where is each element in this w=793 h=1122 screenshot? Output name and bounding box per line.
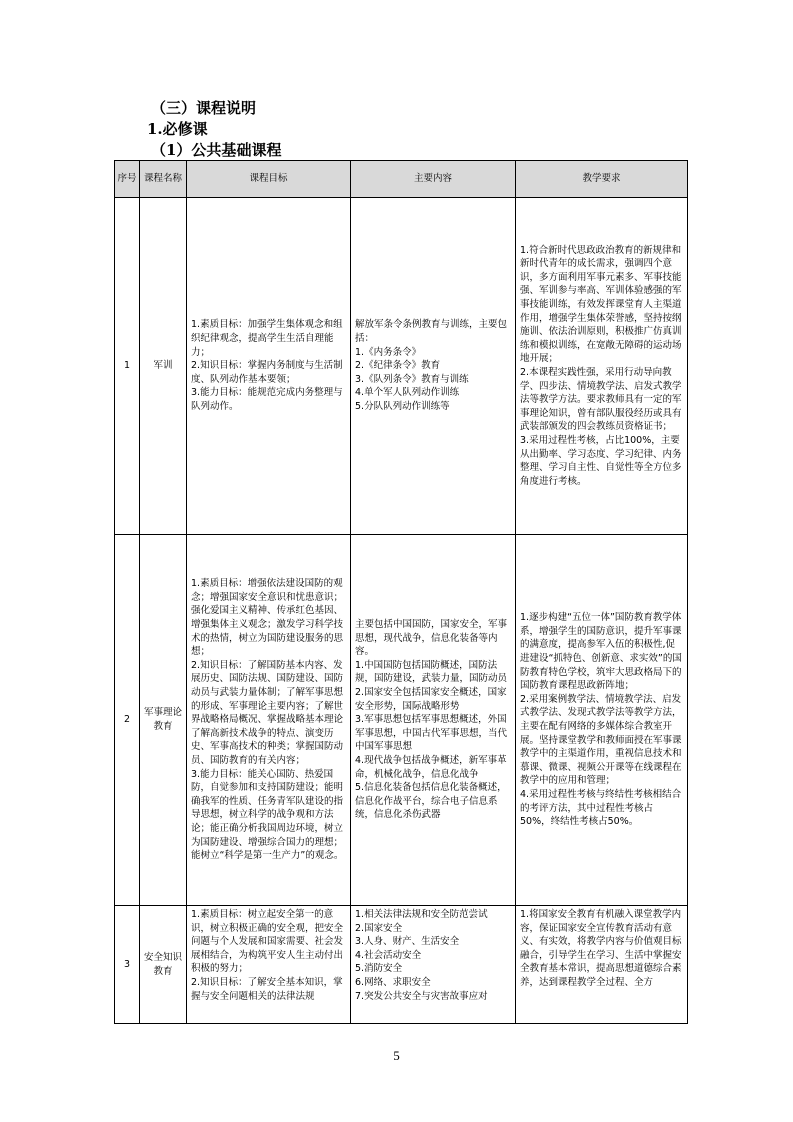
goal-line: 2.知识目标：了解安全基本知识，掌握与安全问题相关的法律法规 [191, 976, 343, 1002]
page-number: 5 [393, 1048, 400, 1063]
cell-req [516, 906, 688, 1024]
header-content: 主要内容 [351, 161, 516, 198]
goal-line: 3.能力目标：能关心国防、热爱国防，自觉参加和支持国防建设；能明确我军的性质、任务青军队建设的指导思想，树立科学的战争观和方法论；能正确分析我国周边环境，树立为国防建设、增强综合国力的理想；能树立“科学是第一生产力”的观念。 [191, 768, 344, 862]
req-line: 1.将国家安全教育有机融入课堂教学内容，保证国家安全宣传教育活动有意义、有实效，将教学内容与价值观目标融合，引导学生在学习、生活中掌握安全教育基本常识，提高思想道德综合素养，达到课程教学全过程、全方 [520, 909, 682, 988]
table-row [115, 535, 688, 906]
course-table [114, 160, 688, 1024]
cell-goal [187, 535, 351, 906]
content-line: 3.《队列条令》教育与训练 [355, 373, 469, 385]
req-line: 1.逐步构建“五位一体”国防教育教学体系，增强学生的国防意识，提升军事课的满意度，提高参军入伍的积极性,促进建设“抓特色、创新意、求实效”的国防教育特色学校，筑牢大思政格局下的国防教育课程思政新阵地； [520, 612, 682, 692]
cell-goal [187, 906, 351, 1024]
cell-name: 安全知识教育 [140, 906, 187, 1024]
table-row [115, 198, 688, 535]
goal-line: 3.能力目标：能规范完成内务整理与队列动作。 [191, 387, 343, 412]
goal-line: 1.素质目标：加强学生集体观念和组织纪律观念，提高学生生活自理能力； [191, 319, 343, 358]
cell-name: 军训 [140, 198, 187, 535]
content-line: 3.人身、财产、生活安全 [355, 936, 460, 948]
cell-req [516, 535, 688, 906]
goal-line: 1.素质目标：树立起安全第一的意识，树立积极正确的安全观，把安全问题与个人发展和国家需要、社会发展相结合，为构筑平安人生主动付出积极的努力； [191, 909, 344, 975]
content-line: 5.信息化装备包括信息化装备概述，信息化作战平台，综合电子信息系统，信息化杀伤武器 [355, 782, 507, 821]
header-req: 教学要求 [516, 161, 688, 198]
cell-content [351, 198, 516, 535]
content-line: 5.分队队列动作训练等 [355, 400, 450, 412]
req-line: 2.本课程实践性强，采用行动导向教学、四步法、情境教学法、启发式教学法等教学方法。要求教师具有一定的军事理论知识，曾有部队服役经历或具有武装部颁发的四会教练员资格证书； [520, 367, 682, 433]
content-line: 2.国家安全包括国家安全概述，国家安全形势，国际战略形势 [355, 687, 507, 712]
content-line: 主要包括中国国防，国家安全，军事思想，现代战争，信息化装备等内容。 [355, 619, 508, 658]
cell-no: 3 [115, 906, 140, 1024]
goal-line: 2.知识目标：掌握内务制度与生活制度、队列动作基本要领； [191, 360, 343, 385]
content-line: 5.消防安全 [355, 963, 403, 975]
req-line: 3.采用过程性考核，占比100%，主要从出勤率、学习态度、学习纪律、内务整理、学习自主性、自觉性等全方位多角度进行考核。 [520, 434, 682, 487]
subsubsection-heading: （1）公共基础课程 [151, 141, 282, 159]
cell-no: 1 [115, 198, 140, 535]
goal-line: 2.知识目标：了解国防基本内容、发展历史、国防法规、国防建设、国防动员与武装力量体制；了解军事思想的形成、军事理论主要内容；了解世界战略格局概况、掌握战略基本理论了解高新技术战争的特点、演变历史、军事高技术的种类；掌握国防动员、国防教育的有关内容； [191, 659, 344, 766]
req-line: 4.采用过程性考核与终结性考核相结合的考评方法，其中过程性考核占50%，终结性考核占50%。 [520, 788, 682, 828]
cell-content [351, 906, 516, 1024]
content-line: 1.中国国防包括国防概述，国防法规，国防建设，武装力量，国防动员 [355, 659, 508, 685]
table-row [115, 906, 688, 1024]
content-line: 6.网络、求职安全 [355, 976, 431, 988]
content-line: 7.突发公共安全与灾害故事应对 [355, 990, 488, 1002]
cell-content [351, 535, 516, 906]
content-line: 2.国家安全 [355, 922, 403, 934]
req-line: 1.符合新时代思政政治教育的新规律和新时代青年的成长需求，强调四个意识，多方面利用军事元素多、军事技能强、军训参与率高、军训体验感强的军事技能训练，有效发挥课堂育人主渠道作用，增强学生集体荣誉感，坚持按纲施训、依法治训原则，积极推广仿真训练和模拟训练，在宽敞无障碍的运动场地开展； [520, 244, 682, 365]
content-line: 1.相关法律法规和安全防范尝试 [355, 909, 488, 920]
content-line: 4.社会活动安全 [355, 949, 422, 961]
header-goal: 课程目标 [187, 161, 351, 198]
header-name: 课程名称 [140, 161, 187, 198]
content-line: 3.军事思想包括军事思想概述，外国军事思想，中国古代军事思想，当代中国军事思想 [355, 714, 508, 753]
subsection-heading: 1.必修课 [147, 120, 208, 138]
header-no: 序号 [115, 161, 140, 198]
goal-line: 1.素质目标：增强依法建设国防的观念；增强国家安全意识和忧患意识；强化爱国主义精神、传承红色基因、增强集体主义观念；激发学习科学技术的热情，树立为国防建设服务的思想； [191, 578, 344, 658]
content-line: 4.单个军人队列动作训练 [355, 387, 460, 399]
content-line: 解放军条令条例教育与训练，主要包括： [355, 319, 508, 345]
content-line: 4.现代战争包括战争概述，新军事革命，机械化战争，信息化战争 [355, 754, 507, 780]
cell-no: 2 [115, 535, 140, 906]
table-header-row [115, 161, 688, 198]
content-line: 2.《纪律条令》教育 [355, 360, 441, 372]
content-line: 1.《内务条令》 [355, 346, 422, 358]
cell-req [516, 198, 688, 535]
cell-name: 军事理论教育 [140, 535, 187, 906]
cell-goal [187, 198, 351, 535]
section-heading: （三）课程说明 [151, 99, 257, 117]
req-line: 2.采用案例教学法、情境教学法、启发式教学法、发现式教学法等教学方法，主要在配有网络的多媒体综合教室开展。坚持课堂教学和教师面授在军事课教学中的主渠道作用，重视信息技术和慕课、微课、视频公开课等在线课程在教学中的应用和管理； [520, 693, 682, 787]
